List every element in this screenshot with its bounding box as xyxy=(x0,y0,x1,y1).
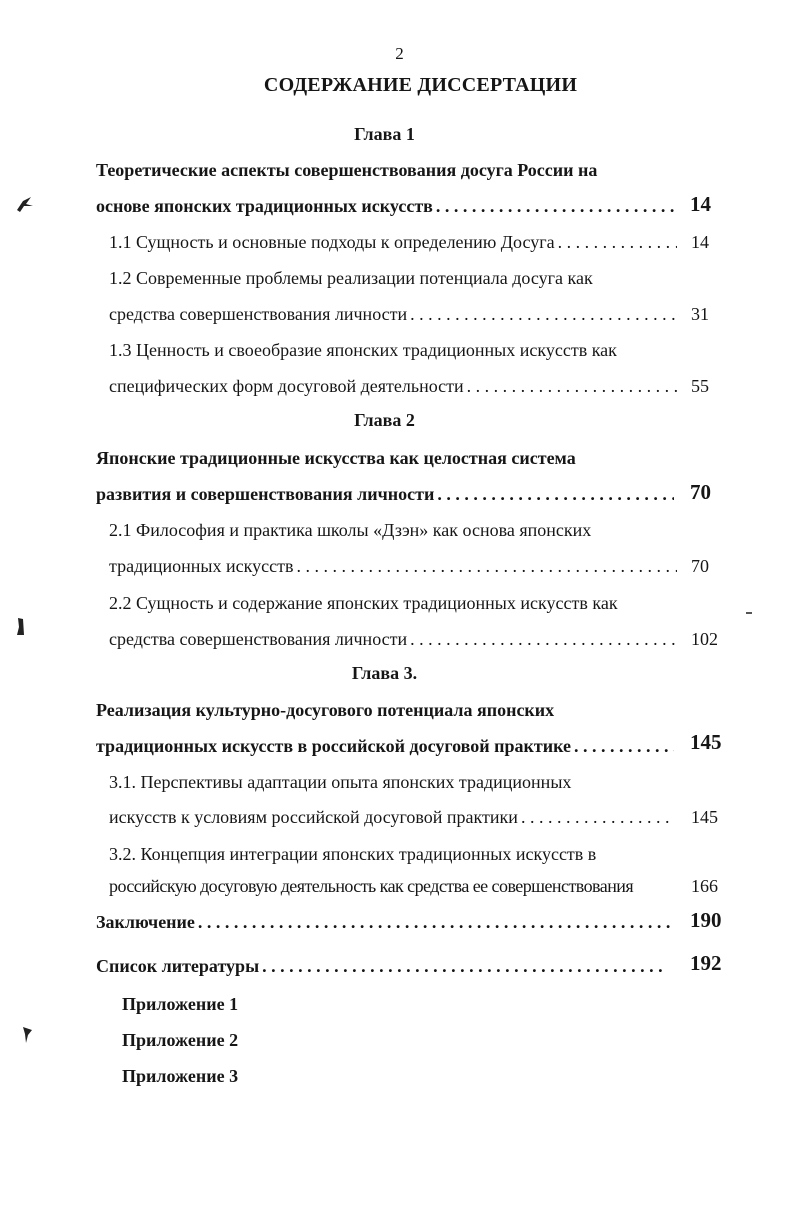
toc-entry-2-1 xyxy=(109,554,677,578)
section-2-2-line2: средства совершенствования личности xyxy=(109,629,408,649)
dot-leader xyxy=(571,734,674,758)
section-2-1-page: 70 xyxy=(691,556,709,576)
section-1-2-line2: средства совершенствования личности xyxy=(109,304,408,324)
dot-leader xyxy=(407,627,677,651)
dot-leader xyxy=(293,554,677,578)
chapter-1-page: 14 xyxy=(690,192,711,216)
section-1-1-title: 1.1 Сущность и основные подходы к определению Досуга xyxy=(109,232,555,252)
conclusion-label: Заключение xyxy=(96,912,195,932)
section-1-3-line1: 1.3 Ценность и своеобразие японских традиционных искусств как xyxy=(109,340,617,360)
dot-leader xyxy=(434,482,674,506)
section-3-1-page: 145 xyxy=(691,807,718,827)
section-1-3-page: 55 xyxy=(691,376,709,396)
section-1-3-line2: специфических форм досуговой деятельности xyxy=(109,376,464,396)
appendix-3: Приложение 3 xyxy=(122,1066,239,1086)
section-3-1-line2: искусств к условиям российской досуговой практики xyxy=(109,807,518,827)
chapter-1-heading-line1: Теоретические аспекты совершенствования досуга России на xyxy=(96,160,598,180)
chapter-1-heading-entry xyxy=(96,194,674,218)
chapter-2-label: Глава 2 xyxy=(354,410,415,430)
scan-speck-mark xyxy=(14,194,36,214)
scan-speck-mark xyxy=(20,1025,36,1045)
conclusion-page: 190 xyxy=(690,908,722,932)
references-label: Список литературы xyxy=(96,956,260,976)
section-2-1-line1: 2.1 Философия и практика школы «Дзэн» как основа японских xyxy=(109,520,592,540)
section-2-2-page: 102 xyxy=(691,629,718,649)
dot-leader xyxy=(518,805,671,829)
section-1-2-line1: 1.2 Современные проблемы реализации потенциала досуга как xyxy=(109,268,593,288)
toc-entry-3-1 xyxy=(109,805,671,829)
dot-leader xyxy=(407,302,677,326)
dot-leader xyxy=(433,194,674,218)
chapter-3-heading-line2: традиционных искусств в российской досуговой практике xyxy=(96,736,571,756)
chapter-3-heading-line1: Реализация культурно-досугового потенциала японских xyxy=(96,700,555,720)
section-3-2-page: 166 xyxy=(691,876,718,896)
appendix-2: Приложение 2 xyxy=(122,1030,239,1050)
appendix-1: Приложение 1 xyxy=(122,994,239,1014)
section-3-2-line1: 3.2. Концепция интеграции японских традиционных искусств в xyxy=(109,844,597,864)
chapter-1-heading-line2: основе японских традиционных искусств xyxy=(96,196,433,216)
section-2-2-line1: 2.2 Сущность и содержание японских традиционных искусств как xyxy=(109,593,618,613)
chapter-3-page: 145 xyxy=(690,730,722,754)
dot-leader xyxy=(464,374,677,398)
references-page: 192 xyxy=(690,951,722,975)
scan-speck-mark xyxy=(14,616,28,638)
chapter-2-heading-line2: развития и совершенствования личности xyxy=(96,484,435,504)
toc-entry-1-2 xyxy=(109,302,677,326)
scan-speck-dash xyxy=(746,612,752,614)
section-1-1-page: 14 xyxy=(691,232,709,252)
section-3-2-line2: российскую досуговую деятельность как средства ее совершенствования xyxy=(109,876,634,896)
toc-entry-1-3 xyxy=(109,374,677,398)
chapter-2-heading-entry xyxy=(96,482,674,506)
toc-entry-1-1 xyxy=(109,230,677,254)
dot-leader xyxy=(555,230,677,254)
toc-entry-2-2 xyxy=(109,627,677,651)
section-3-1-line1: 3.1. Перспективы адаптации опыта японских традиционных xyxy=(109,772,572,792)
chapter-2-heading-line1: Японские традиционные искусства как целостная система xyxy=(96,448,576,468)
page-number: 2 xyxy=(395,44,404,63)
toc-entry-conclusion xyxy=(96,910,674,934)
section-1-2-page: 31 xyxy=(691,304,709,324)
section-2-1-line2: традиционных искусств xyxy=(109,556,294,576)
chapter-3-heading-entry xyxy=(96,734,674,758)
dot-leader xyxy=(259,954,664,978)
chapter-1-label: Глава 1 xyxy=(354,124,415,144)
toc-entry-references xyxy=(96,954,664,978)
dot-leader xyxy=(195,910,674,934)
chapter-3-label: Глава 3. xyxy=(351,663,418,683)
page-title: СОДЕРЖАНИЕ ДИССЕРТАЦИИ xyxy=(263,74,578,96)
chapter-2-page: 70 xyxy=(690,480,711,504)
